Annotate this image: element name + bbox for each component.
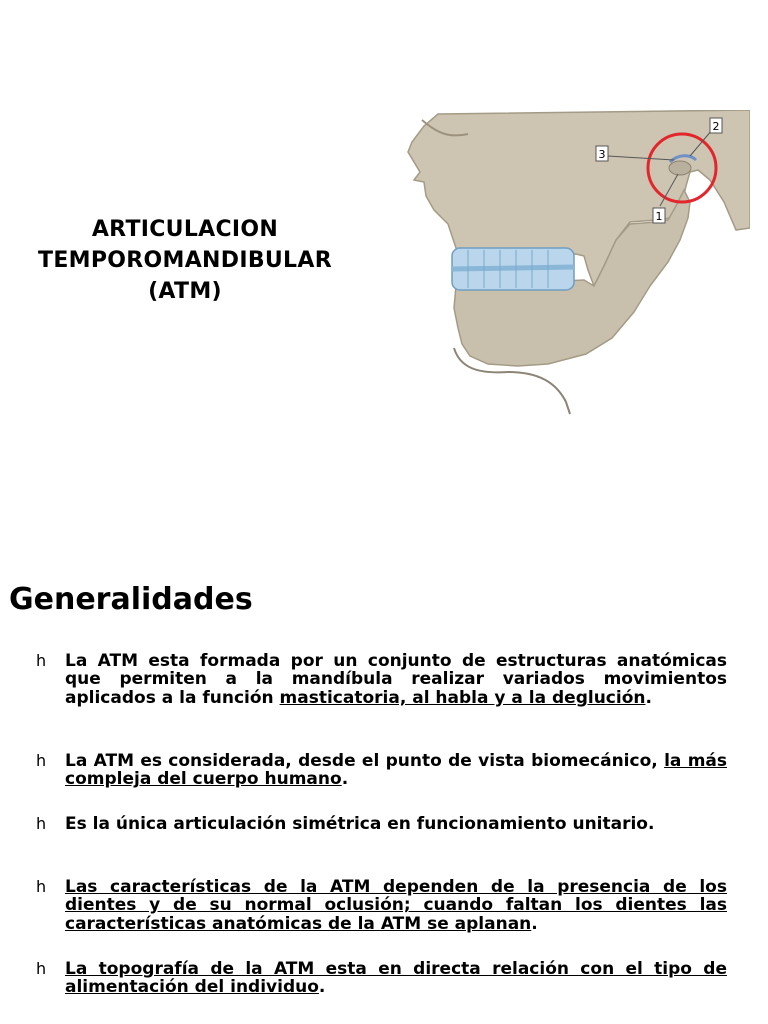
bullet-text-end: . xyxy=(531,913,538,934)
bullet-text-end: . xyxy=(341,769,349,790)
bullet-text xyxy=(65,752,727,789)
title-line: ARTICULACION xyxy=(91,217,279,242)
bullet-text-underlined: masticatoria, al habla y a la deglución xyxy=(279,687,646,708)
condyle xyxy=(669,161,691,175)
tmj-skull-illustration xyxy=(398,110,750,418)
teeth xyxy=(452,248,574,290)
bullet-text xyxy=(65,652,727,707)
bullet-text-plain: La ATM esta formada por un conjunto de estructuras anatómicas que permiten a la mandíbula realizar variados movimientos aplicados a la función xyxy=(65,651,727,708)
bullet-text xyxy=(65,960,727,997)
bullet-text-end: . xyxy=(645,687,652,708)
bullet-text-underlined: La topografía de la ATM esta en directa relación con el tipo de alimentación del individuo xyxy=(65,959,727,998)
bullet-marker: h xyxy=(36,651,47,670)
section-heading: Generalidades xyxy=(9,582,253,617)
bullet-text-end: . xyxy=(318,977,326,998)
callout-1: 1 xyxy=(655,210,663,223)
bullet-text-plain: La ATM es considerada, desde el punto de vista biomecánico, xyxy=(65,751,665,771)
title-line: (ATM) xyxy=(148,279,222,304)
slide-title xyxy=(10,214,360,307)
bullet-text-plain: Es la única articulación simétrica en funcionamiento unitario. xyxy=(65,814,655,834)
bullet-marker: h xyxy=(36,814,47,833)
bullet-marker: h xyxy=(36,959,47,978)
bullet-text xyxy=(65,878,727,933)
callout-2: 2 xyxy=(712,120,720,133)
bullet-text-underlined: Las características de la ATM dependen de la presencia de los dientes y de su normal oclusión; cuando faltan los dientes las características anatómicas de la ATM se aplanan xyxy=(65,877,727,934)
bullet-marker: h xyxy=(36,877,47,896)
bullet-marker: h xyxy=(36,751,47,770)
callout-3: 3 xyxy=(598,148,606,161)
title-line: TEMPOROMANDIBULAR xyxy=(38,248,332,273)
bullet-text-underlined: la más compleja del cuerpo humano xyxy=(65,751,727,790)
bullet-text xyxy=(65,815,727,833)
